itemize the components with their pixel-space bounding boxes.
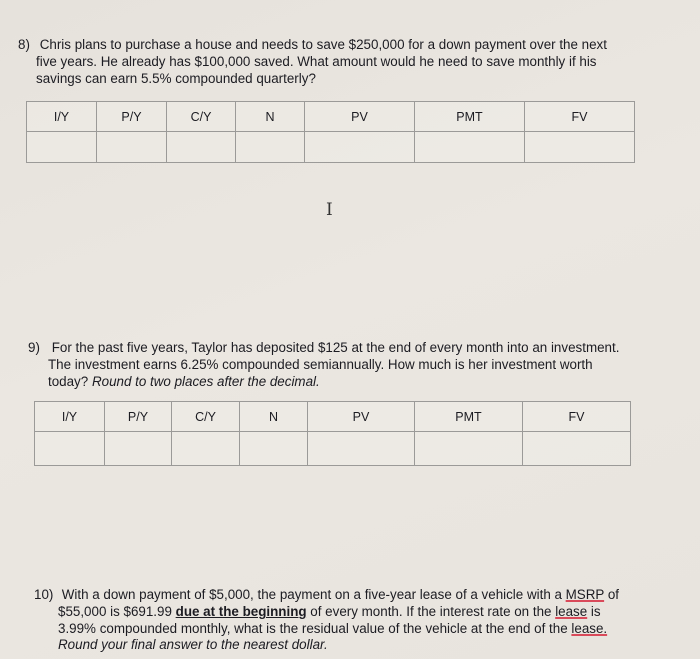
tvm-cell-cy[interactable] [172, 432, 240, 466]
tvm-table-8-answer-row [27, 132, 635, 163]
tvm-cell-pmt[interactable] [415, 132, 525, 163]
question-9-number: 9) [28, 340, 40, 355]
tvm-header-py: P/Y [105, 402, 172, 432]
question-10-line-2a: $55,000 is $691.99 [58, 603, 176, 619]
question-9-line-1: For the past five years, Taylor has deposited $125 at the end of every month into an investment. [51, 340, 620, 355]
tvm-cell-iy[interactable] [27, 132, 97, 163]
tvm-header-fv: FV [525, 102, 635, 132]
tvm-table-8 [26, 101, 635, 163]
tvm-cell-pmt[interactable] [415, 432, 523, 466]
tvm-table-9 [34, 401, 631, 466]
question-8-line-3: savings can earn 5.5% compounded quarterly? [36, 70, 316, 86]
text-cursor-icon: I [326, 200, 333, 220]
tvm-cell-py[interactable] [105, 432, 172, 466]
tvm-header-pmt: PMT [415, 102, 525, 132]
tvm-header-pv: PV [305, 102, 415, 132]
tvm-header-fv: FV [523, 402, 631, 432]
tvm-header-py: P/Y [97, 102, 167, 132]
tvm-header-iy: I/Y [35, 402, 105, 432]
tvm-table-9-answer-row [35, 432, 631, 466]
tvm-header-cy: C/Y [172, 402, 240, 432]
tvm-cell-pv[interactable] [305, 132, 415, 163]
tvm-cell-iy[interactable] [35, 432, 105, 466]
question-9-line-2: The investment earns 6.25% compounded semiannually. How much is her investment worth [48, 356, 593, 372]
question-10 [34, 587, 619, 654]
question-8-line-2: five years. He already has $100,000 saved. What amount would he need to save monthly if his [36, 53, 597, 69]
tvm-header-iy: I/Y [27, 102, 97, 132]
question-10-line-1a: With a down payment of $5,000, the payment on a five-year lease of a vehicle with a [61, 587, 566, 602]
tvm-header-pmt: PMT [415, 402, 523, 432]
msrp-underlined: MSRP [565, 587, 605, 602]
tvm-cell-py[interactable] [97, 132, 167, 163]
question-9-line-3: today? [48, 373, 89, 389]
tvm-cell-fv[interactable] [523, 432, 631, 466]
tvm-header-n: N [236, 102, 305, 132]
question-10-line-3a: 3.99% compounded monthly, what is the residual value of the vehicle at the end of the [58, 620, 572, 636]
tvm-header-n: N [240, 402, 308, 432]
question-10-line-1c: of [604, 587, 619, 602]
tvm-cell-fv[interactable] [525, 132, 635, 163]
question-10-number: 10) [34, 587, 54, 602]
question-10-line-2c: of every month. If the interest rate on the [306, 603, 556, 619]
question-9 [28, 340, 619, 390]
tvm-cell-pv[interactable] [308, 432, 415, 466]
lease-underlined: lease [555, 603, 588, 619]
question-8-line-1: Chris plans to purchase a house and needs to save $250,000 for a down payment over the next [39, 37, 607, 52]
question-8 [18, 37, 607, 87]
tvm-cell-n[interactable] [236, 132, 305, 163]
tvm-header-cy: C/Y [167, 102, 236, 132]
due-at-beginning-underlined: due at the beginning [175, 603, 307, 619]
tvm-header-pv: PV [308, 402, 415, 432]
question-9-instruction: Round to two places after the decimal. [91, 373, 320, 389]
tvm-table-8-header-row [27, 102, 635, 132]
lease-end-underlined: lease. [571, 620, 608, 636]
tvm-cell-cy[interactable] [167, 132, 236, 163]
question-10-instruction: Round your final answer to the nearest dollar. [58, 637, 328, 653]
question-10-line-2e: is [587, 603, 601, 619]
tvm-table-9-header-row [35, 402, 631, 432]
tvm-cell-n[interactable] [240, 432, 308, 466]
question-8-number: 8) [18, 37, 30, 52]
